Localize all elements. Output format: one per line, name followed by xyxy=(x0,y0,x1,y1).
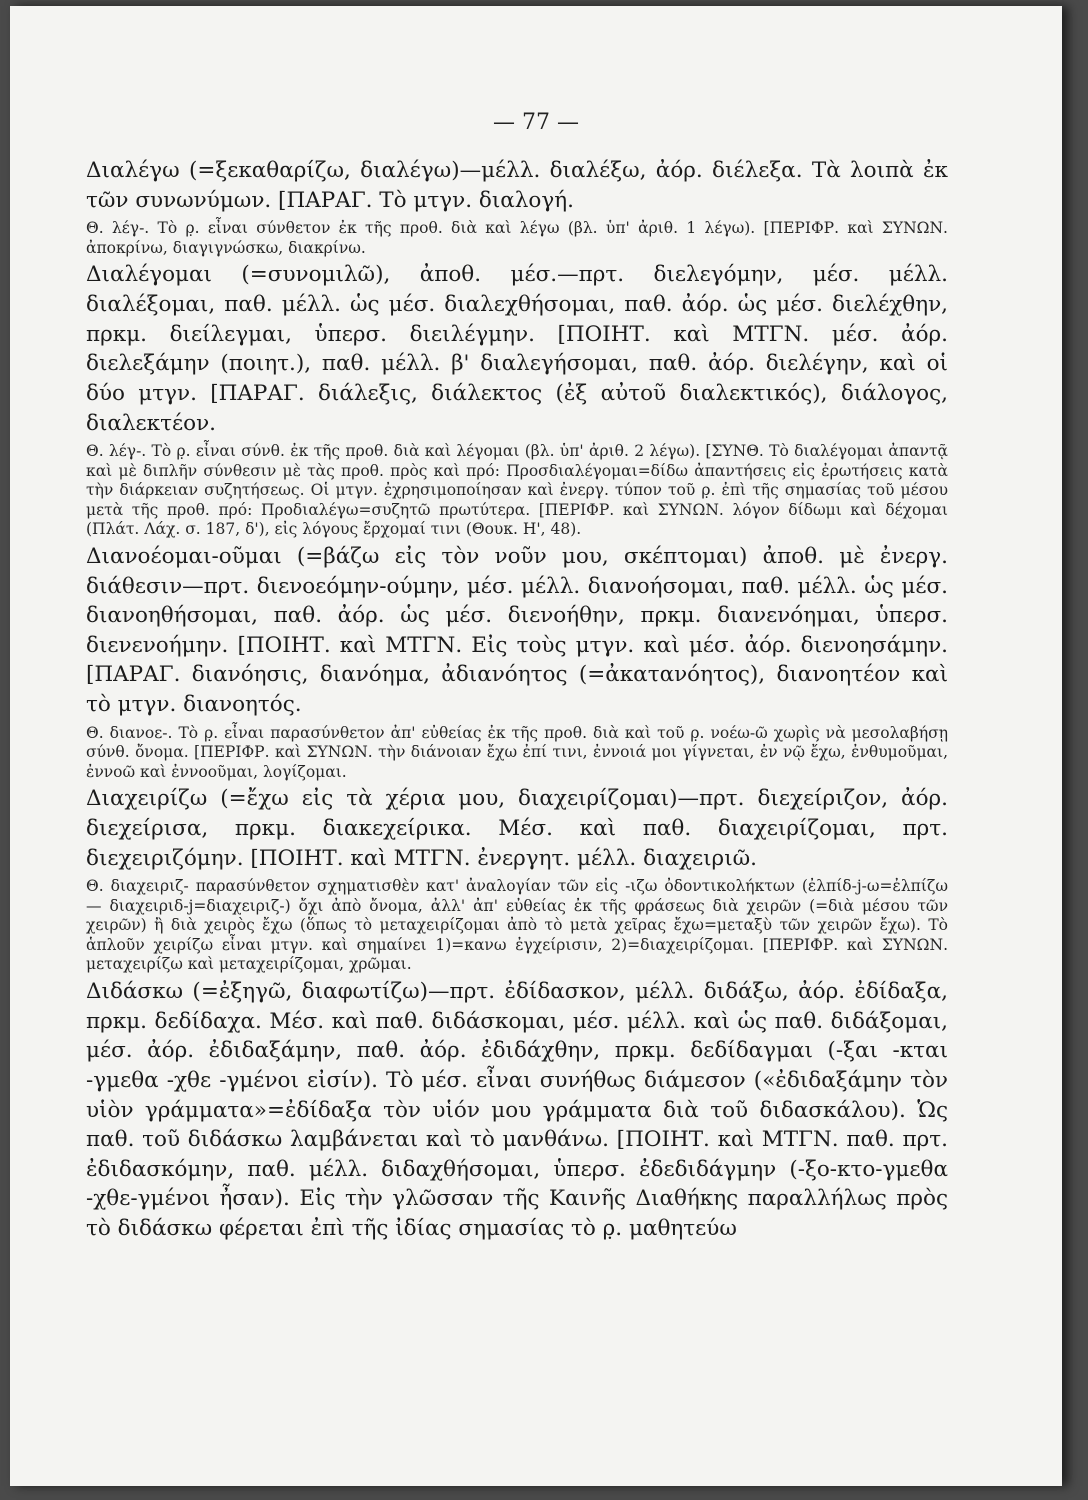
entry-note-text: Θ. διαχειριζ- παρασύνθετον σχηματισθὲν κατ' ἀναλογίαν τῶν εἰς -ιζω ὀδοντικολήκτων (ἐλπίδ-j-ω=ἐλπίζω — διαχειριδ-j=διαχειριζ-) ὄχι ἀπὸ ὄνομα, ἀλλ' ἀπ' εὐθείας ἐκ τῆς φράσεως διὰ χειρῶν (=διὰ μέσου τῶν χειρῶν) ἢ διὰ χειρὸς ἔχω (ὅπως τὸ μεταχειρίζομαι ἀπὸ τὸ μετὰ χεῖρας ἔχω=μεταξὺ τῶν χειρῶν ἔχω). Τὸ ἁπλοῦν χειρίζω εἶναι μτγν. καὶ σημαίνει 1)=κανω ἐγχείρισιν, 2)=διαχειρίζομαι. [ΠΕΡΙΦΡ. καὶ ΣΥΝΩΝ. μεταχειρίζω καὶ μεταχειρίζομαι, χρῶμαι. xyxy=(86,877,948,974)
entry-note-text: Θ. λέγ-. Τὸ ρ̣. εἶναι σύνθετον ἐκ τῆς προθ. διὰ καὶ λέγω (βλ. ὑπ' ἀριθ. 1 λέγω). [ΠΕΡΙΦΡ. καὶ ΣΥΝΩΝ. ἀποκρίνω, διαγιγνώσκω, διακρίνω. xyxy=(86,219,948,257)
entry-note-text: Θ. λέγ-. Τὸ ρ̣. εἶναι σύνθ. ἐκ τῆς προθ. διὰ καὶ λέγομαι (βλ. ὑπ' ἀριθ. 2 λέγω). [ΣΥΝΘ. Τὸ διαλέγομαι ἀπαντᾷ καὶ μὲ διπλῆν σύνθεσιν μὲ τὰς προθ. πρὸς καὶ πρό: Προσδιαλέγομαι=δίδω ἀπαντήσεις εἰς ἐρωτήσεις κατὰ τὴν διάρκειαν συζητήσεως. Οἱ μτγν. ἐχρησιμοποίησαν καὶ ἐνεργ. τύπον τοῦ ρ̣. ἐπὶ τῆς σημασίας τοῦ μέσου μετὰ τῆς προθ. πρό: Προδιαλέγω=συζητῶ πρωτύτερα. [ΠΕΡΙΦΡ. καὶ ΣΥΝΩΝ. λόγον δίδωμι καὶ δέχομαι (Πλάτ. Λάχ. σ. 187, δ'), εἰς λόγους ἔρχομαί τινι (Θουκ. Η', 48). xyxy=(86,442,948,539)
entry-dianoeomai xyxy=(86,542,948,782)
book-page xyxy=(10,6,1062,1486)
page-body xyxy=(86,156,948,1246)
entry-main-text: Διαλέγω (=ξεκαθαρίζω, διαλέγω)—μέλλ. διαλέξω, ἀόρ. διέλεξα. Τὰ λοιπὰ ἐκ τῶν συνωνύμων. [ΠΑΡΑΓ. Τὸ μτγν. διαλογή. xyxy=(86,158,948,213)
entry-didasko xyxy=(86,977,948,1244)
entry-dialegomai xyxy=(86,260,948,540)
entry-main-text: Διανοέομαι-οῦμαι (=βάζω εἰς τὸν νοῦν μου, σκέπτομαι) ἀποθ. μὲ ἐνεργ. διάθεσιν—πρτ. διενοεόμην-ούμην, μέσ. μέλλ. διανοήσομαι, παθ. μέλλ. ὡς μέσ. διανοηθήσομαι, παθ. ἀόρ. ὡς μέσ. διενοήθην, πρκμ. διανενόημαι, ὑπερσ. διενενοήμην. [ΠΟΙΗΤ. καὶ ΜΤΓΝ. Εἰς τοὺς μτγν. καὶ μέσ. ἀόρ. διενοησάμην. [ΠΑΡΑΓ. διανόησις, διανόημα, ἀδιανόητος (=ἀκατανόητος), διανοητέον καὶ τὸ μτγν. διανοητός. xyxy=(86,543,948,718)
entry-diacheirizo xyxy=(86,784,948,975)
entry-main-text: Διδάσκω (=ἐξηγῶ, διαφωτίζω)—πρτ. ἐδίδασκον, μέλλ. διδάξω, ἀόρ. ἐδίδαξα, πρκμ. δεδίδαχα. Μέσ. καὶ παθ. διδάσκομαι, μέσ. μέλλ. καὶ ὡς παθ. διδάξομαι, μέσ. ἀόρ. ἐδιδαξάμην, παθ. ἀόρ. ἐδιδάχθην, πρκμ. δεδίδαγμαι (-ξαι -κται -γμεθα -χθε -γμένοι εἰσίν). Τὸ μέσ. εἶναι συνήθως διάμεσον («ἐδιδαξάμην τὸν υἱὸν γράμματα»=ἐδίδαξα τὸν υἱόν μου γράμματα διὰ τοῦ διδασκάλου). Ὡς παθ. τοῦ διδάσκω λαμβάνεται καὶ τὸ μανθάνω. [ΠΟΙΗΤ. καὶ ΜΤΓΝ. παθ. πρτ. ἐδιδασκόμην, παθ. μέλλ. διδαχθήσομαι, ὑπερσ. ἐδεδιδάγμην (-ξο-κτο-γμεθα -χθε-γμένοι ἦσαν). Εἰς τὴν γλῶσσαν τῆς Καινῆς Διαθήκης παραλλήλως πρὸς τὸ διδάσκω φέρεται ἐπὶ τῆς ἰδίας σημασίας τὸ ρ̣. μαθητεύω xyxy=(86,978,948,1242)
entry-main-text: Διαχειρίζω (=ἔχω εἰς τὰ χέρια μου, διαχειρίζομαι)—πρτ. διεχείριζον, ἀόρ. διεχείρισα, πρκμ. διακεχείρικα. Μέσ. καὶ παθ. διαχειρίζομαι, πρτ. διεχειριζόμην. [ΠΟΙΗΤ. καὶ ΜΤΓΝ. ἐνεργητ. μέλλ. διαχειριῶ. xyxy=(86,786,948,871)
entry-main-text: Διαλέγομαι (=συνομιλῶ), ἀποθ. μέσ.—πρτ. διελεγόμην, μέσ. μέλλ. διαλέξομαι, παθ. μέλλ. ὡς μέσ. διαλεχθήσομαι, παθ. ἀόρ. ὡς μέσ. διελέχθην, πρκμ. διείλεγμαι, ὑπερσ. διειλέγμην. [ΠΟΙΗΤ. καὶ ΜΤΓΝ. μέσ. ἀόρ. διελεξάμην (ποιητ.), παθ. μέλλ. β' διαλεγήσομαι, παθ. ἀόρ. διελέγην, καὶ οἱ δύο μτγν. [ΠΑΡΑΓ. διάλεξις, διάλεκτος (ἐξ αὐτοῦ διαλεκτικός), διάλογος, διαλεκτέον. xyxy=(86,262,948,436)
entry-note-text: Θ. διανοε-. Τὸ ρ̣. εἶναι παρασύνθετον ἀπ' εὐθείας ἐκ τῆς προθ. διὰ καὶ τοῦ ρ̣. νοέω-ῶ χωρὶς νὰ μεσολαβήσῃ σύνθ. ὄνομα. [ΠΕΡΙΦΡ. καὶ ΣΥΝΩΝ. τὴν διάνοιαν ἔχω ἐπί τινι, ἐννοιά μοι γίγνεται, ἐν νῷ ἔχω, ἐνθυμοῦμαι, ἐννοῶ καὶ ἐννοοῦμαι, λογίζομαι. xyxy=(86,723,948,781)
entry-dialego xyxy=(86,156,948,258)
page-number: — 77 — xyxy=(493,110,579,135)
